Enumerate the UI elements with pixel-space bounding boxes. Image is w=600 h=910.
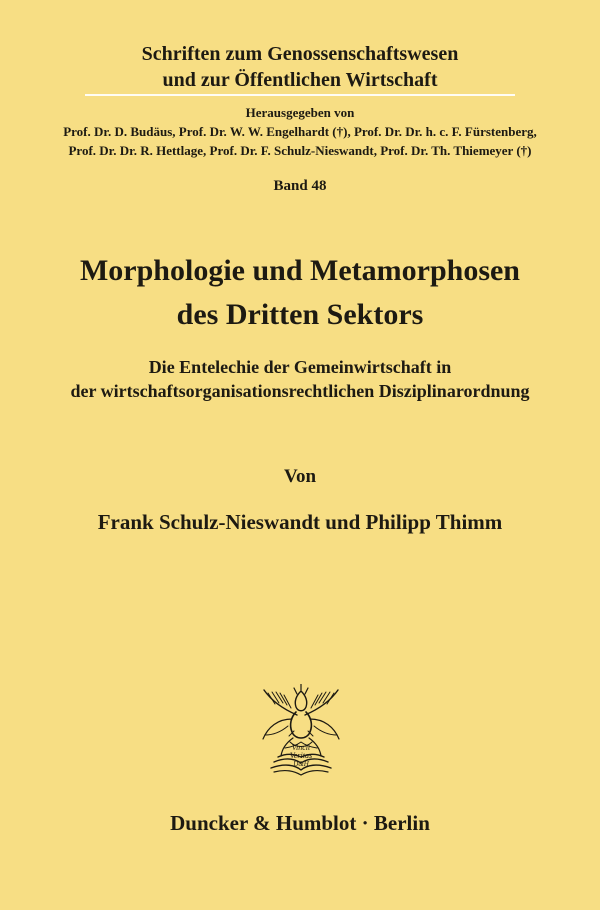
series-divider [85,94,515,96]
publisher-imprint: Duncker & Humblot · Berlin [170,811,430,835]
book-subtitle [0,355,600,403]
logo-monogram: D&H [293,760,309,768]
eagle-publisher-emblem-icon [258,684,344,776]
series-editors [0,103,600,160]
editors-line: Prof. Dr. D. Budäus, Prof. Dr. W. W. Engelhardt (†), Prof. Dr. Dr. h. c. F. Fürstenberg, [63,124,537,139]
author-preposition: Von [283,466,317,487]
editors-line: Prof. Dr. Dr. R. Hettlage, Prof. Dr. F. Schulz-Nieswandt, Prof. Dr. Th. Thiemeyer (†) [68,143,532,158]
series-title [0,41,600,93]
logo-motto-line: Veritas [289,751,313,760]
book-subtitle-line: der wirtschaftsorganisationsrechtlichen Disziplinarordnung [70,381,530,401]
publisher-emblem [258,684,344,776]
book-subtitle-line: Die Entelechie der Gemeinwirtschaft in [148,357,452,377]
book-title-line: Morphologie und Metamorphosen [79,254,520,287]
series-title-line: und zur Öffentlichen Wirtschaft [162,69,438,91]
book-authors: Frank Schulz-Nieswandt und Philipp Thimm [97,510,503,534]
series-title-line: Schriften zum Genossenschaftswesen [141,43,459,65]
logo-motto-line: Vincit [291,743,311,752]
editors-heading: Herausgegeben von [245,105,355,120]
book-title [0,249,600,337]
book-title-line: des Dritten Sektors [176,298,424,331]
volume-number: Band 48 [273,178,327,194]
